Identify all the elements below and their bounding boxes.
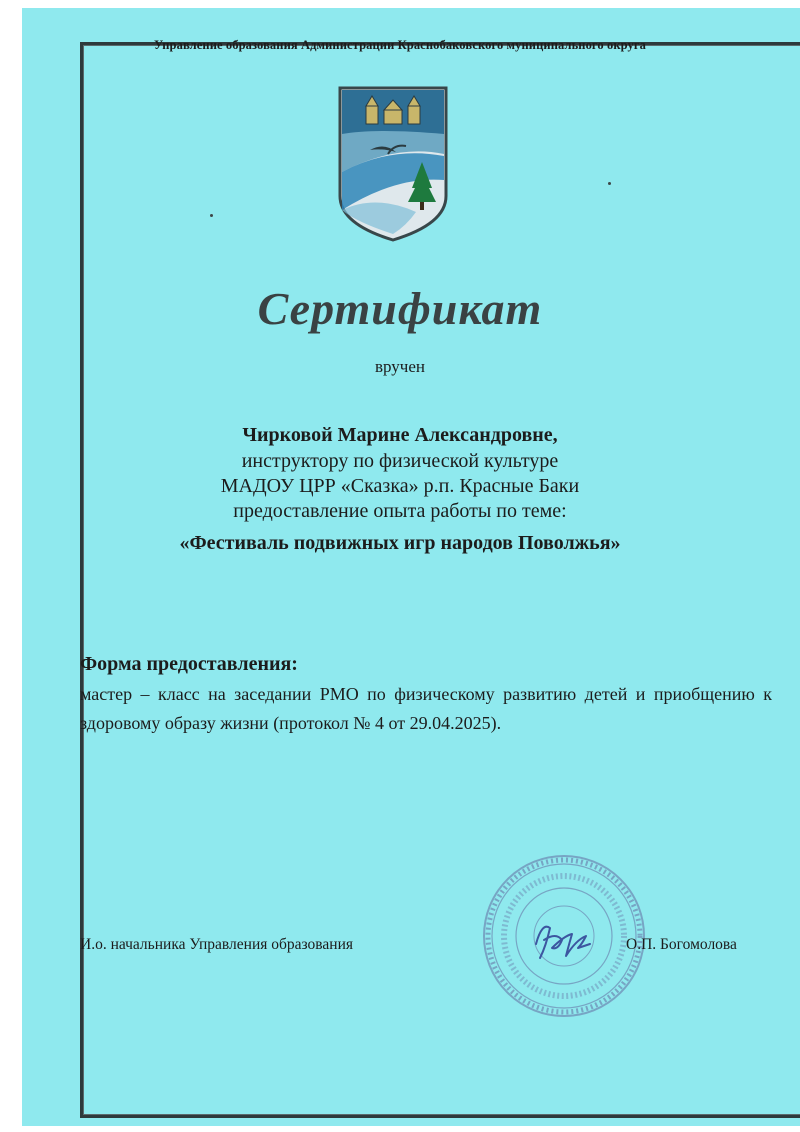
signatory-role: И.о. начальника Управления образования: [80, 936, 353, 953]
scan-speck: [210, 214, 213, 217]
recipient-position: инструктору по физической культуре: [241, 450, 559, 472]
handwritten-signature: [528, 914, 598, 966]
form-heading: Форма предоставления:: [80, 653, 298, 675]
presentation-topic: «Фестиваль подвижных игр народов Поволжья»: [179, 532, 621, 554]
recipient-organization: МАДОУ ЦРР «Сказка» р.п. Красные Баки: [220, 475, 580, 497]
coat-of-arms-icon: [336, 84, 450, 244]
issuer-header: Управление образования Администрации Краснобаковского муниципального округа: [154, 38, 646, 52]
certificate-title: Сертификат: [257, 283, 543, 334]
award-purpose: предоставление опыта работы по теме:: [233, 500, 567, 522]
scan-speck: [608, 182, 611, 185]
signatory-name: О.П. Богомолова: [626, 936, 737, 953]
awarded-label: вручен: [375, 357, 425, 376]
recipient-name: Чирковой Марине Александровне,: [242, 424, 558, 446]
form-description: мастер – класс на заседании РМО по физическому развитию детей и приобщению к здоровому образу жизни (протокол № 4 от 29.04.2025).: [80, 684, 772, 733]
